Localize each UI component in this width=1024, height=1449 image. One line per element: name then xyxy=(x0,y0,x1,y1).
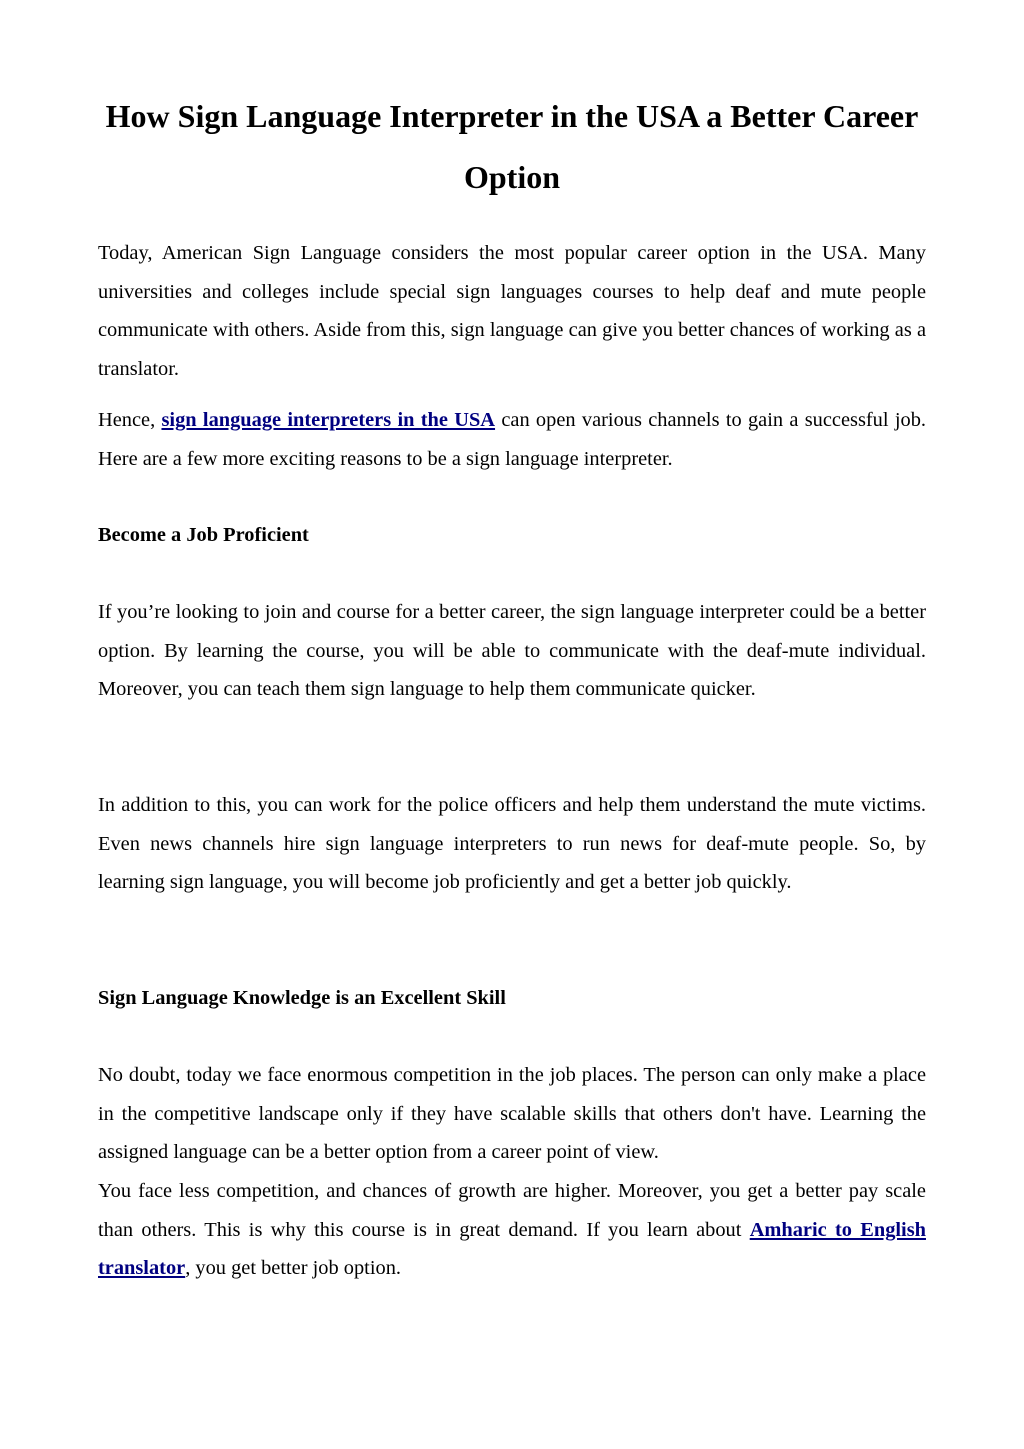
section-heading-job-proficient: Become a Job Proficient xyxy=(98,524,309,546)
excellent-skill-paragraph-lead: You face less competition, and chances of growth are higher. Moreover, you get a better pay scale than others. This is why this course is in great demand. If you learn about xyxy=(98,1180,926,1241)
job-proficient-paragraph-1: If you’re looking to join and course for a better career, the sign language interpreter could be a better option. By learning the course, you will be able to communicate with the deaf-mute individual. Moreover, you can teach them sign language to help them communicate quicker. xyxy=(98,601,926,701)
job-proficient-paragraph-2: In addition to this, you can work for the police officers and help them understand the mute victims. Even news channels hire sign language interpreters to run news for deaf-mute people. So, by learning sign language, you will become job proficiently and get a better job quickly. xyxy=(98,794,926,894)
page-title: How Sign Language Interpreter in the USA a Better Career Option xyxy=(105,98,919,195)
sign-language-interpreters-link[interactable]: sign language interpreters in the USA xyxy=(161,409,496,431)
amharic-to-english-translator-link[interactable]: Amharic to English translator xyxy=(98,1218,926,1280)
intro-paragraph: Today, American Sign Language considers the most popular career option in the USA. Many universities and colleges include special sign languages courses to help deaf and mute people communicate with others. Aside from this, sign language can give you better chances of working as a translator. xyxy=(98,242,926,380)
excellent-skill-paragraph-tail: , you get better job option. xyxy=(185,1257,401,1280)
interpreters-paragraph-lead: Hence, xyxy=(98,409,162,431)
interpreters-paragraph-tail: can open various channels to gain a successful job. Here are a few more exciting reasons to be a sign language interpreter. xyxy=(98,409,926,470)
excellent-skill-paragraph-1: No doubt, today we face enormous competition in the job places. The person can only make a place in the competitive landscape only if they have scalable skills that others don't have. Learning the assigned language can be a better option from a career point of view. xyxy=(98,1064,926,1164)
interpreters-paragraph xyxy=(98,401,926,478)
section-heading-excellent-skill: Sign Language Knowledge is an Excellent Skill xyxy=(98,987,506,1009)
excellent-skill-paragraph-2 xyxy=(98,1172,926,1288)
